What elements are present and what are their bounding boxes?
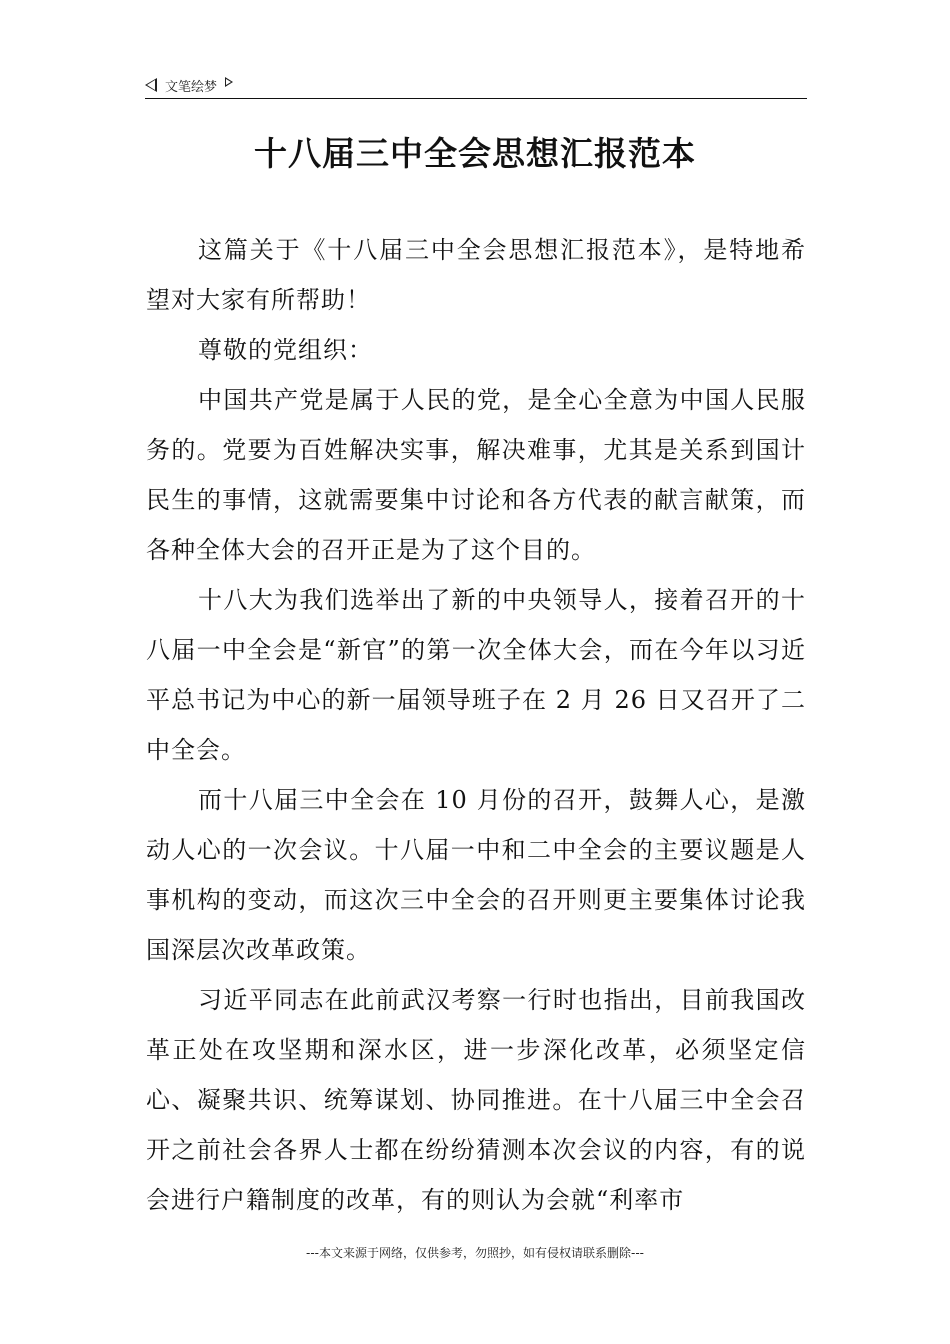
header-divider — [145, 98, 807, 99]
paragraph: 尊敬的党组织： — [198, 336, 373, 364]
page-header — [145, 74, 233, 96]
document-title: 十八届三中全会思想汇报范本 — [254, 134, 696, 173]
header-brand: 文笔绘梦 — [165, 79, 218, 95]
paragraph: 十八大为我们选举出了新的中央领导人，接着召开的十八届一中全会是“新官”的第一次全体大会，而在今年以习近平总书记为中心的新一届领导班子在 2 月 26 日又召开了二中全会。 — [146, 586, 806, 764]
document-body — [146, 225, 806, 1225]
right-triangle-icon — [225, 77, 233, 87]
page-footer: ---本文来源于网络，仅供参考，勿照抄，如有侵权请联系删除--- — [306, 1246, 644, 1260]
paragraph: 习近平同志在此前武汉考察一行时也指出，目前我国改革正处在攻坚期和深水区，进一步深化改革，必须坚定信心、凝聚共识、统筹谋划、协同推进。在十八届三中全会召开之前社会各界人士都在纷纷猜测本次会议的内容，有的说会进行户籍制度的改革，有的则认为会就“利率市 — [146, 986, 806, 1214]
paragraph: 中国共产党是属于人民的党，是全心全意为中国人民服务的。党要为百姓解决实事，解决难事，尤其是关系到国计民生的事情，这就需要集中讨论和各方代表的献言献策，而各种全体大会的召开正是为了这个目的。 — [146, 386, 806, 564]
paragraph: 而十八届三中全会在 10 月份的召开，鼓舞人心，是激动人心的一次会议。十八届一中和二中全会的主要议题是人事机构的变动，而这次三中全会的召开则更主要集体讨论我国深层次改革政策。 — [146, 786, 806, 964]
paragraph: 这篇关于《十八届三中全会思想汇报范本》，是特地希望对大家有所帮助！ — [146, 236, 806, 314]
left-triangle-icon — [145, 78, 157, 92]
